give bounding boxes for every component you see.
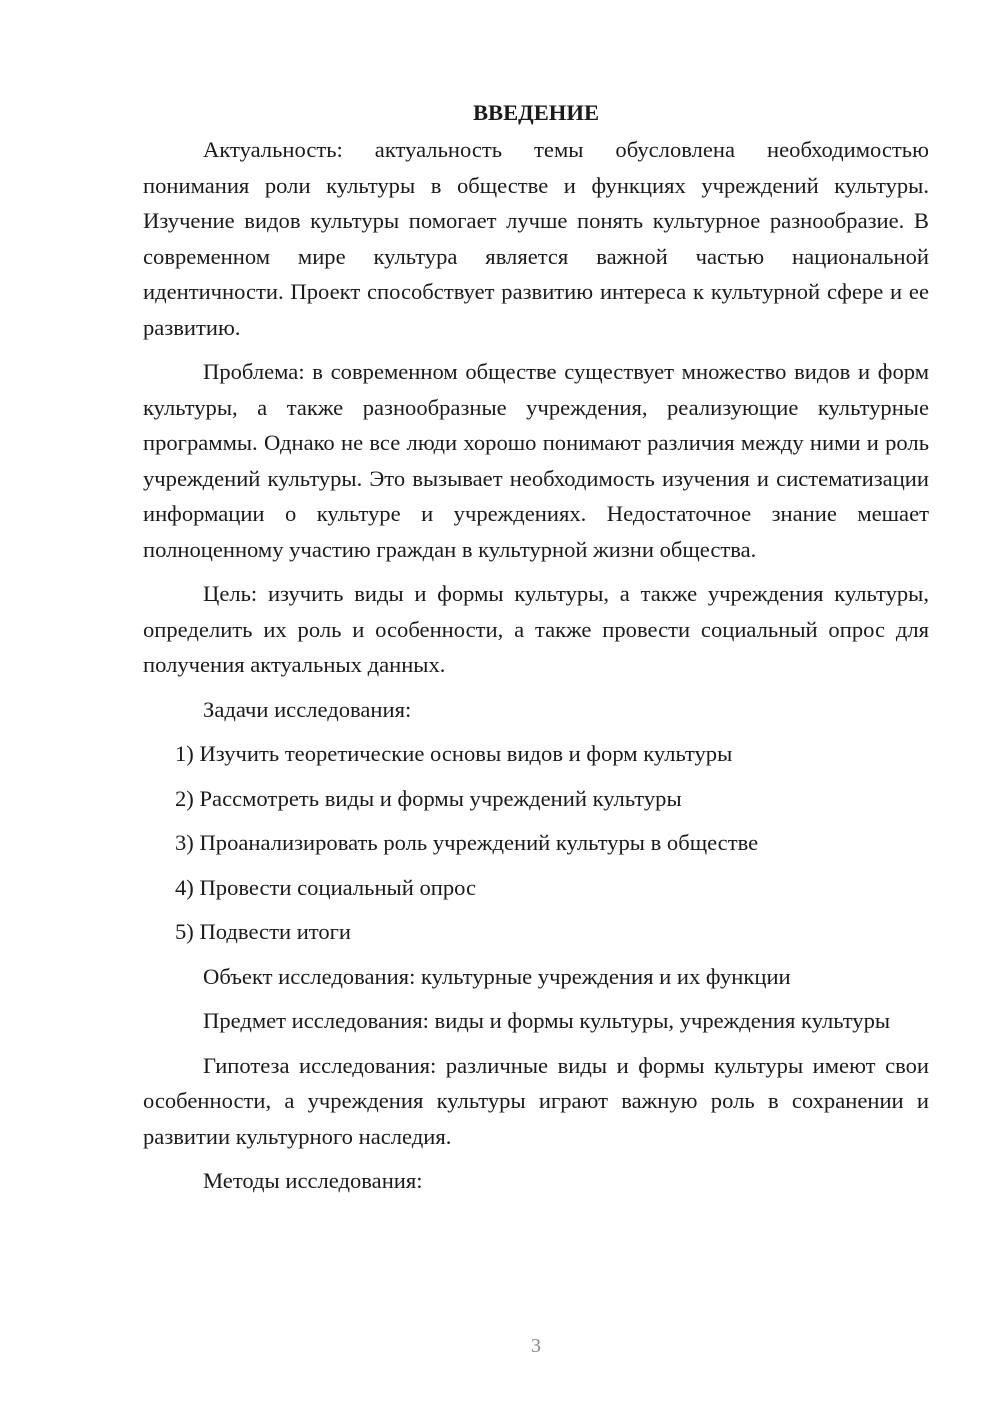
list-item: 1) Изучить теоретические основы видов и форм культуры bbox=[175, 741, 733, 766]
list-item: 2) Рассмотреть виды и формы учреждений культуры bbox=[175, 785, 682, 811]
tasks-list bbox=[143, 736, 929, 950]
paragraph-problem: Проблема: в современном обществе существует множество видов и форм культуры, а также разнообразные учреждения, реализующие культурные программы. Однако не все люди хорошо понимают различия между ними и роль учреждений культуры. Это вызывает необходимость изучения и систематизации информации о культуре и учреждениях. Недостаточное знание мешает полноценному участию граждан в культурной жизни общества. bbox=[143, 359, 929, 562]
tasks-heading: Задачи исследования: bbox=[203, 696, 412, 722]
list-item: 3) Проанализировать роль учреждений культуры в обществе bbox=[175, 830, 759, 855]
page-content bbox=[143, 95, 929, 1208]
paragraph-subject: Предмет исследования: виды и формы культуры, учреждения культуры bbox=[203, 1008, 891, 1033]
methods-heading: Методы исследования: bbox=[203, 1168, 423, 1193]
paragraph-object: Объект исследования: культурные учреждения и их функции bbox=[203, 963, 791, 989]
list-item: 5) Подвести итоги bbox=[175, 919, 352, 944]
paragraph-relevance: Актуальность: актуальность темы обусловлена необходимостью понимания роли культуры в обществе и функциях учреждений культуры. Изучение видов культуры помогает лучше понять культурное разнообразие. В современном мире культура является важной частью национальной идентичности. Проект способствует развитию интереса к культурной сфере и ее развитию. bbox=[143, 137, 929, 340]
page-number: 3 bbox=[531, 1335, 541, 1357]
paragraph-hypothesis: Гипотеза исследования: различные виды и формы культуры имеют свои особенности, а учреждения культуры играют важную роль в сохранении и развитии культурного наследия. bbox=[143, 1052, 929, 1149]
page-title: ВВЕДЕНИЕ bbox=[472, 100, 600, 125]
list-item: 4) Провести социальный опрос bbox=[175, 874, 477, 900]
paragraph-goal: Цель: изучить виды и формы культуры, а также учреждения культуры, определить их роль и особенности, а также провести социальный опрос для получения актуальных данных. bbox=[143, 581, 929, 677]
